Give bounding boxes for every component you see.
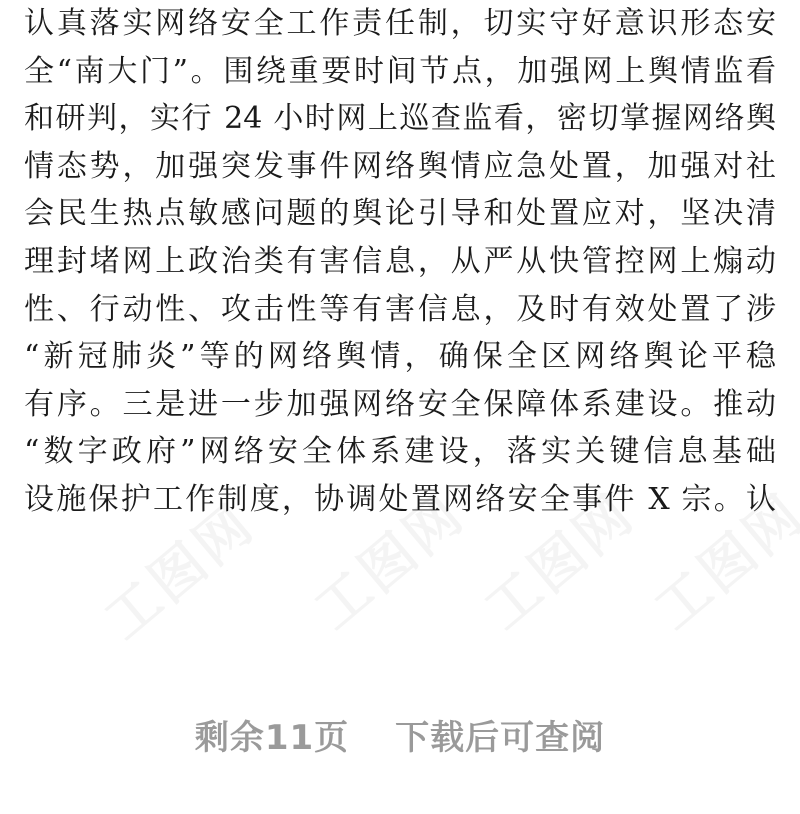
remaining-pages-banner[interactable] — [0, 710, 800, 759]
text-line: 设施保护工作制度，协调处置网络安全事件 X 宗。认 — [24, 481, 776, 517]
text-line: 情态势，加强突发事件网络舆情应急处置，加强对社 — [24, 148, 776, 184]
text-line: “新冠肺炎”等的网络舆情，确保全区网络舆论平稳 — [24, 339, 776, 375]
text-line: 有序。三是进一步加强网络安全保障体系建设。推动 — [24, 386, 776, 422]
remaining-pages-text: 剩余11页 — [194, 718, 350, 758]
download-prompt-text: 下载后可查阅 — [395, 718, 606, 758]
text-line: 认真落实网络安全工作责任制，切实守好意识形态安 — [24, 6, 776, 41]
text-line: 理封堵网上政治类有害信息，从严从快管控网上煽动 — [24, 243, 776, 279]
text-line: 和研判，实行 24 小时网上巡查监看，密切掌握网络舆 — [24, 101, 776, 137]
text-line: “数字政府”网络安全体系建设，落实关键信息基础 — [24, 434, 776, 470]
text-line: 性、行动性、攻击性等有害信息，及时有效处置了涉 — [24, 291, 776, 327]
document-body — [24, 0, 776, 524]
text-line: 会民生热点敏感问题的舆论引导和处置应对，坚决清 — [24, 196, 776, 232]
text-line: 全“南大门”。围绕重要时间节点，加强网上舆情监看 — [24, 53, 776, 89]
